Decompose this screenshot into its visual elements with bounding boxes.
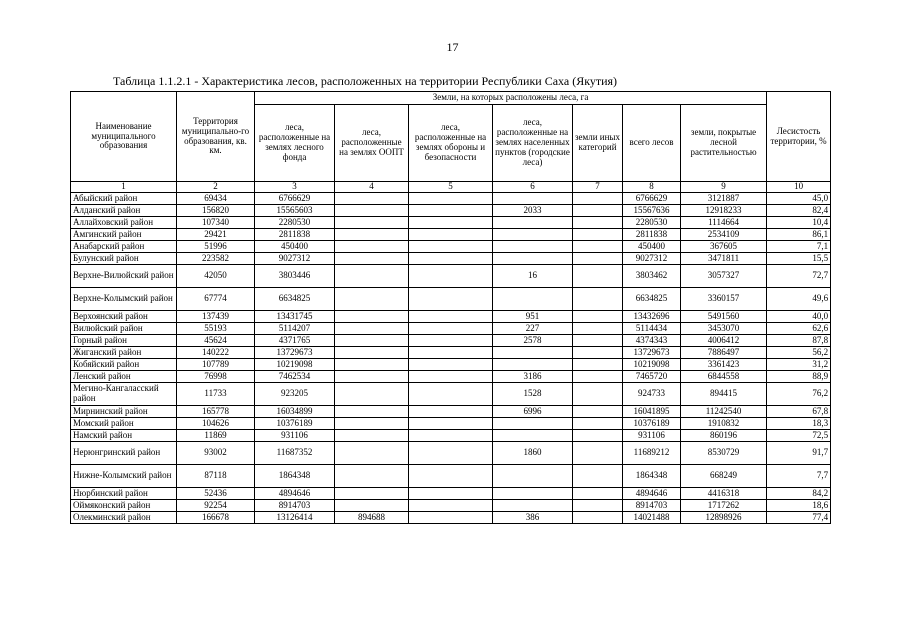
oopt-cell (335, 418, 409, 430)
forestness-cell: 82,4 (767, 205, 831, 217)
defense-cell (409, 265, 493, 288)
table-row (71, 323, 831, 335)
territory-cell: 165778 (177, 406, 255, 418)
territory-cell: 11733 (177, 383, 255, 406)
oopt-cell (335, 500, 409, 512)
header-lands-group: Земли, на которых расположены леса, га (255, 92, 767, 105)
territory-cell: 29421 (177, 229, 255, 241)
table-row (71, 442, 831, 465)
total-cell: 10219098 (623, 359, 681, 371)
table-row (71, 347, 831, 359)
defense-cell (409, 442, 493, 465)
territory-cell: 223582 (177, 253, 255, 265)
defense-cell (409, 371, 493, 383)
forest-fund-cell: 13126414 (255, 512, 335, 524)
forest-fund-cell: 13729673 (255, 347, 335, 359)
defense-cell (409, 217, 493, 229)
covered-cell: 894415 (681, 383, 767, 406)
district-name: Нижне-Колымский район (71, 465, 177, 488)
forest-fund-cell: 16034899 (255, 406, 335, 418)
forestness-cell: 67,8 (767, 406, 831, 418)
territory-cell: 67774 (177, 288, 255, 311)
other-cell (573, 311, 623, 323)
total-cell: 4894646 (623, 488, 681, 500)
total-cell: 924733 (623, 383, 681, 406)
forestness-cell: 10,4 (767, 217, 831, 229)
table-row (71, 253, 831, 265)
territory-cell: 92254 (177, 500, 255, 512)
covered-cell: 11242540 (681, 406, 767, 418)
forestness-cell: 45,0 (767, 193, 831, 205)
total-cell: 9027312 (623, 253, 681, 265)
forest-fund-cell: 11687352 (255, 442, 335, 465)
forest-fund-cell: 9027312 (255, 253, 335, 265)
district-name: Мегино-Кангаласский район (71, 383, 177, 406)
forest-fund-cell: 5114207 (255, 323, 335, 335)
oopt-cell (335, 265, 409, 288)
covered-cell: 4006412 (681, 335, 767, 347)
other-cell (573, 335, 623, 347)
forestness-cell: 72,7 (767, 265, 831, 288)
defense-cell (409, 406, 493, 418)
forest-fund-cell: 931106 (255, 430, 335, 442)
table-row (71, 217, 831, 229)
forest-fund-cell: 2811838 (255, 229, 335, 241)
covered-cell: 1114664 (681, 217, 767, 229)
table-row (71, 229, 831, 241)
covered-cell: 3361423 (681, 359, 767, 371)
oopt-cell (335, 442, 409, 465)
forest-table (70, 91, 831, 524)
district-name: Абыйский район (71, 193, 177, 205)
header-other: земли иных категорий (573, 105, 623, 182)
other-cell (573, 383, 623, 406)
table-row (71, 205, 831, 217)
covered-cell: 8530729 (681, 442, 767, 465)
total-cell: 13729673 (623, 347, 681, 359)
district-name: Ленский район (71, 371, 177, 383)
defense-cell (409, 205, 493, 217)
defense-cell (409, 488, 493, 500)
other-cell (573, 465, 623, 488)
table-row (71, 430, 831, 442)
other-cell (573, 193, 623, 205)
other-cell (573, 241, 623, 253)
settlements-cell: 1860 (493, 442, 573, 465)
forest-fund-cell: 450400 (255, 241, 335, 253)
territory-cell: 45624 (177, 335, 255, 347)
defense-cell (409, 229, 493, 241)
territory-cell: 107789 (177, 359, 255, 371)
district-name: Верхне-Колымский район (71, 288, 177, 311)
territory-cell: 166678 (177, 512, 255, 524)
forestness-cell: 40,0 (767, 311, 831, 323)
settlements-cell: 16 (493, 265, 573, 288)
table-row (71, 383, 831, 406)
total-cell: 3803462 (623, 265, 681, 288)
covered-cell: 2534109 (681, 229, 767, 241)
district-name: Верхоянский район (71, 311, 177, 323)
oopt-cell (335, 406, 409, 418)
total-cell: 4374343 (623, 335, 681, 347)
settlements-cell (493, 347, 573, 359)
forestness-cell: 72,5 (767, 430, 831, 442)
forestness-cell: 15,5 (767, 253, 831, 265)
covered-cell: 7886497 (681, 347, 767, 359)
other-cell (573, 418, 623, 430)
covered-cell: 668249 (681, 465, 767, 488)
header-covered: земли, покрытые лесной растительностью (681, 105, 767, 182)
column-number: 1 (71, 182, 177, 193)
other-cell (573, 488, 623, 500)
covered-cell: 860196 (681, 430, 767, 442)
settlements-cell (493, 253, 573, 265)
oopt-cell (335, 193, 409, 205)
total-cell: 5114434 (623, 323, 681, 335)
forestness-cell: 18,6 (767, 500, 831, 512)
defense-cell (409, 512, 493, 524)
oopt-cell: 894688 (335, 512, 409, 524)
defense-cell (409, 288, 493, 311)
district-name: Аллайховский район (71, 217, 177, 229)
header-total: всего лесов (623, 105, 681, 182)
forestness-cell: 56,2 (767, 347, 831, 359)
forest-fund-cell: 7462534 (255, 371, 335, 383)
covered-cell: 12918233 (681, 205, 767, 217)
forestness-cell: 84,2 (767, 488, 831, 500)
forest-fund-cell: 3803446 (255, 265, 335, 288)
defense-cell (409, 311, 493, 323)
settlements-cell (493, 359, 573, 371)
covered-cell: 3121887 (681, 193, 767, 205)
district-name: Булунский район (71, 253, 177, 265)
oopt-cell (335, 371, 409, 383)
table-body (71, 193, 831, 524)
other-cell (573, 512, 623, 524)
total-cell: 10376189 (623, 418, 681, 430)
district-name: Нерюнгринский район (71, 442, 177, 465)
settlements-cell (493, 241, 573, 253)
forestness-cell: 76,2 (767, 383, 831, 406)
other-cell (573, 406, 623, 418)
covered-cell: 367605 (681, 241, 767, 253)
other-cell (573, 253, 623, 265)
forest-fund-cell: 4371765 (255, 335, 335, 347)
other-cell (573, 359, 623, 371)
forest-fund-cell: 6766629 (255, 193, 335, 205)
settlements-cell: 386 (493, 512, 573, 524)
header-forestness: Лесистость территории, % (767, 92, 831, 182)
table-row (71, 371, 831, 383)
other-cell (573, 371, 623, 383)
territory-cell: 42050 (177, 265, 255, 288)
total-cell: 14021488 (623, 512, 681, 524)
header-oopt: леса, расположенные на землях ООПТ (335, 105, 409, 182)
oopt-cell (335, 430, 409, 442)
settlements-cell (493, 500, 573, 512)
territory-cell: 69434 (177, 193, 255, 205)
oopt-cell (335, 488, 409, 500)
settlements-cell: 227 (493, 323, 573, 335)
settlements-cell: 2578 (493, 335, 573, 347)
district-name: Анабарский район (71, 241, 177, 253)
forest-fund-cell: 15565603 (255, 205, 335, 217)
other-cell (573, 430, 623, 442)
district-name: Кобяйский район (71, 359, 177, 371)
other-cell (573, 217, 623, 229)
territory-cell: 156820 (177, 205, 255, 217)
total-cell: 8914703 (623, 500, 681, 512)
header-settlements: леса, расположенные на землях населенных пунктов (городские леса) (493, 105, 573, 182)
column-number: 9 (681, 182, 767, 193)
forestness-cell: 62,6 (767, 323, 831, 335)
district-name: Верхне-Вилюйский район (71, 265, 177, 288)
district-name: Оймяконский район (71, 500, 177, 512)
defense-cell (409, 241, 493, 253)
header-defense: леса, расположенные на землях обороны и безопасности (409, 105, 493, 182)
forestness-cell: 87,8 (767, 335, 831, 347)
settlements-cell: 1528 (493, 383, 573, 406)
oopt-cell (335, 323, 409, 335)
table-row (71, 465, 831, 488)
table-row (71, 193, 831, 205)
table-row (71, 418, 831, 430)
forest-fund-cell: 10219098 (255, 359, 335, 371)
district-name: Олекминский район (71, 512, 177, 524)
other-cell (573, 288, 623, 311)
total-cell: 1864348 (623, 465, 681, 488)
covered-cell: 3360157 (681, 288, 767, 311)
oopt-cell (335, 217, 409, 229)
table-row (71, 512, 831, 524)
other-cell (573, 265, 623, 288)
territory-cell: 87118 (177, 465, 255, 488)
other-cell (573, 323, 623, 335)
forest-fund-cell: 4894646 (255, 488, 335, 500)
territory-cell: 107340 (177, 217, 255, 229)
header-territory: Территория муниципально-го образования, кв. км. (177, 92, 255, 182)
forest-fund-cell: 10376189 (255, 418, 335, 430)
oopt-cell (335, 347, 409, 359)
other-cell (573, 229, 623, 241)
table-row (71, 335, 831, 347)
forestness-cell: 18,3 (767, 418, 831, 430)
forestness-cell: 31,2 (767, 359, 831, 371)
other-cell (573, 205, 623, 217)
settlements-cell: 6996 (493, 406, 573, 418)
table-row (71, 488, 831, 500)
table-row (71, 288, 831, 311)
defense-cell (409, 193, 493, 205)
page-number: 17 (446, 40, 459, 54)
district-name: Жиганский район (71, 347, 177, 359)
oopt-cell (335, 383, 409, 406)
forestness-cell: 91,7 (767, 442, 831, 465)
settlements-cell: 3186 (493, 371, 573, 383)
covered-cell: 3471811 (681, 253, 767, 265)
forestness-cell: 88,9 (767, 371, 831, 383)
forestness-cell: 49,6 (767, 288, 831, 311)
settlements-cell (493, 488, 573, 500)
district-name: Горный район (71, 335, 177, 347)
settlements-cell (493, 465, 573, 488)
territory-cell: 137439 (177, 311, 255, 323)
total-cell: 2811838 (623, 229, 681, 241)
table-row (71, 265, 831, 288)
oopt-cell (335, 241, 409, 253)
covered-cell: 1717262 (681, 500, 767, 512)
settlements-cell: 2033 (493, 205, 573, 217)
oopt-cell (335, 288, 409, 311)
forest-fund-cell: 6634825 (255, 288, 335, 311)
oopt-cell (335, 229, 409, 241)
settlements-cell (493, 430, 573, 442)
district-name: Амгинский район (71, 229, 177, 241)
territory-cell: 52436 (177, 488, 255, 500)
total-cell: 7465720 (623, 371, 681, 383)
oopt-cell (335, 253, 409, 265)
total-cell: 11689212 (623, 442, 681, 465)
territory-cell: 11869 (177, 430, 255, 442)
defense-cell (409, 465, 493, 488)
column-number: 4 (335, 182, 409, 193)
territory-cell: 51996 (177, 241, 255, 253)
table-row (71, 500, 831, 512)
other-cell (573, 442, 623, 465)
settlements-cell: 951 (493, 311, 573, 323)
total-cell: 13432696 (623, 311, 681, 323)
column-number: 8 (623, 182, 681, 193)
covered-cell: 5491560 (681, 311, 767, 323)
header-name: Наименование муниципального образования (71, 92, 177, 182)
covered-cell: 1910832 (681, 418, 767, 430)
territory-cell: 76998 (177, 371, 255, 383)
oopt-cell (335, 465, 409, 488)
defense-cell (409, 383, 493, 406)
settlements-cell (493, 418, 573, 430)
total-cell: 15567636 (623, 205, 681, 217)
total-cell: 16041895 (623, 406, 681, 418)
table-caption: Таблица 1.1.2.1 - Характеристика лесов, расположенных на территории Республики Саха (Якутия) (113, 74, 618, 88)
defense-cell (409, 323, 493, 335)
other-cell (573, 500, 623, 512)
forest-fund-cell: 13431745 (255, 311, 335, 323)
district-name: Алданский район (71, 205, 177, 217)
column-number: 2 (177, 182, 255, 193)
table-row (71, 241, 831, 253)
defense-cell (409, 500, 493, 512)
forest-fund-cell: 923205 (255, 383, 335, 406)
table-row (71, 311, 831, 323)
header-forest-fund: леса, расположенные на землях лесного фонда (255, 105, 335, 182)
district-name: Намский район (71, 430, 177, 442)
forest-fund-cell: 1864348 (255, 465, 335, 488)
column-numbers-row (71, 182, 831, 193)
forestness-cell: 77,4 (767, 512, 831, 524)
defense-cell (409, 430, 493, 442)
total-cell: 6634825 (623, 288, 681, 311)
forestness-cell: 86,1 (767, 229, 831, 241)
territory-cell: 140222 (177, 347, 255, 359)
defense-cell (409, 418, 493, 430)
forestness-cell: 7,1 (767, 241, 831, 253)
column-number: 10 (767, 182, 831, 193)
covered-cell: 12898926 (681, 512, 767, 524)
district-name: Момский район (71, 418, 177, 430)
oopt-cell (335, 205, 409, 217)
defense-cell (409, 359, 493, 371)
district-name: Вилюйский район (71, 323, 177, 335)
district-name: Мирнинский район (71, 406, 177, 418)
territory-cell: 55193 (177, 323, 255, 335)
territory-cell: 93002 (177, 442, 255, 465)
forestness-cell: 7,7 (767, 465, 831, 488)
column-number: 5 (409, 182, 493, 193)
settlements-cell (493, 288, 573, 311)
covered-cell: 6844558 (681, 371, 767, 383)
forest-fund-cell: 8914703 (255, 500, 335, 512)
district-name: Нюрбинский район (71, 488, 177, 500)
defense-cell (409, 253, 493, 265)
oopt-cell (335, 335, 409, 347)
covered-cell: 4416318 (681, 488, 767, 500)
table-row (71, 406, 831, 418)
total-cell: 450400 (623, 241, 681, 253)
column-number: 7 (573, 182, 623, 193)
settlements-cell (493, 217, 573, 229)
oopt-cell (335, 359, 409, 371)
settlements-cell (493, 193, 573, 205)
total-cell: 6766629 (623, 193, 681, 205)
forest-fund-cell: 2280530 (255, 217, 335, 229)
table-row (71, 359, 831, 371)
territory-cell: 104626 (177, 418, 255, 430)
column-number: 3 (255, 182, 335, 193)
column-number: 6 (493, 182, 573, 193)
oopt-cell (335, 311, 409, 323)
defense-cell (409, 347, 493, 359)
defense-cell (409, 335, 493, 347)
settlements-cell (493, 229, 573, 241)
other-cell (573, 347, 623, 359)
covered-cell: 3453070 (681, 323, 767, 335)
total-cell: 931106 (623, 430, 681, 442)
total-cell: 2280530 (623, 217, 681, 229)
covered-cell: 3057327 (681, 265, 767, 288)
